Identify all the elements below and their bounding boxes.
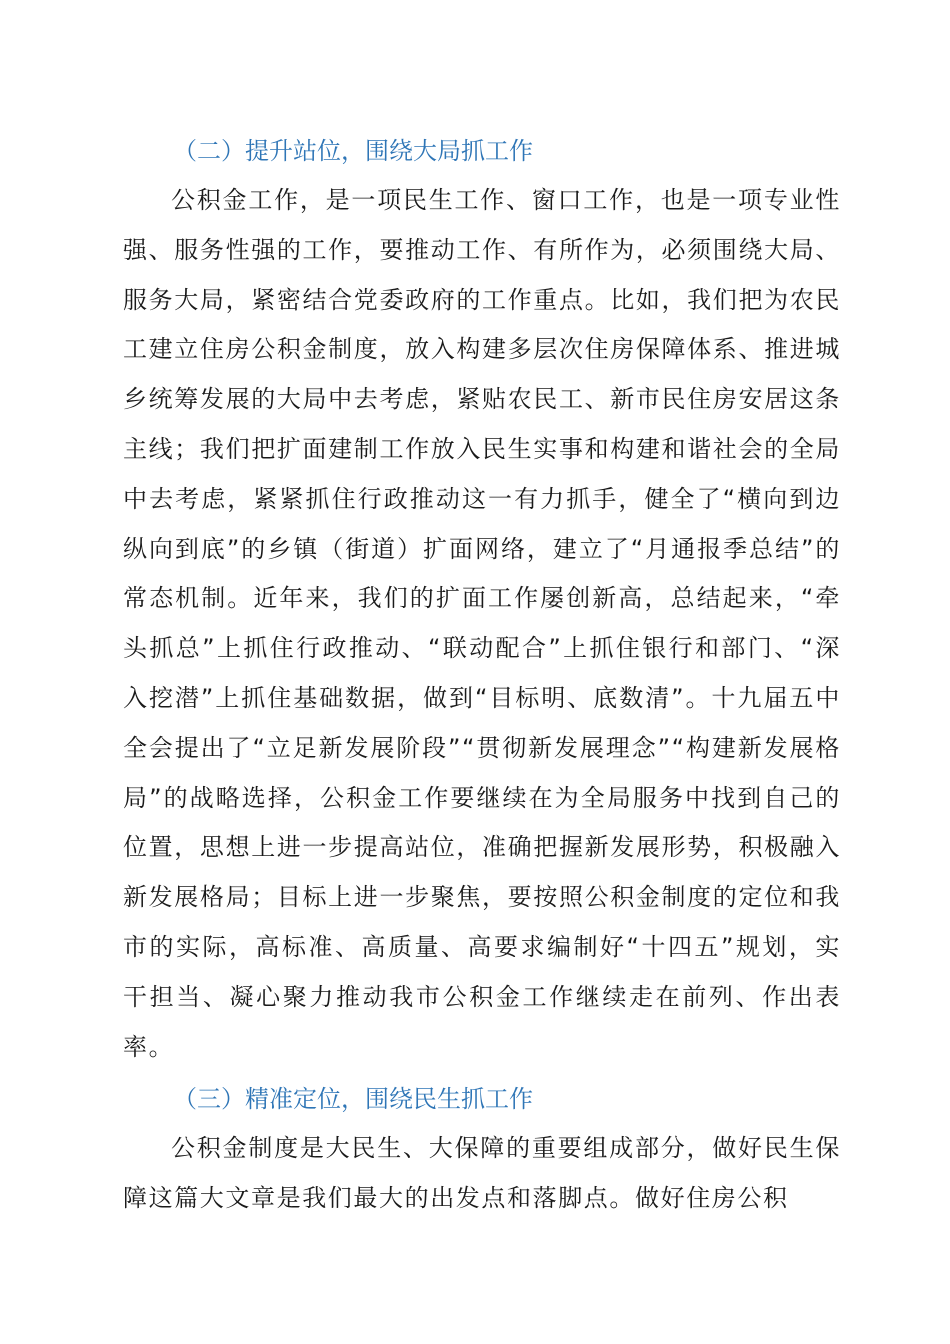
section-paragraph-2: 公积金工作，是一项民生工作、窗口工作，也是一项专业性强、服务性强的工作，要推动工作、有所作为，必须围绕大局、服务大局，紧密结合党委政府的工作重点。比如，我们把为农民工建立住房公积金制度，放入构建多层次住房保障体系、推进城乡统筹发展的大局中去考虑，紧贴农民工、新市民住房安居这条主线；我们把扩面建制工作放入民生实事和构建和谐社会的全局中去考虑，紧紧抓住行政推动这一有力抓手，健全了“横向到边纵向到底”的乡镇（街道）扩面网络，建立了“月通报季总结”的常态机制。近年来，我们的扩面工作屡创新高，总结起来，“牵头抓总”上抓住行政推动、“联动配合”上抓住银行和部门、“深入挖潜”上抓住基础数据，做到“目标明、底数清”。十九届五中全会提出了“立足新发展阶段”“贯彻新发展理念”“构建新发展格局”的战略选择，公积金工作要继续在为全局服务中找到自己的位置，思想上进一步提高站位，准确把握新发展形势，积极融入新发展格局；目标上进一步聚焦，要按照公积金制度的定位和我市的实际，高标准、高质量、高要求编制好“十四五”规划，实干担当、凝心聚力推动我市公积金工作继续走在前列、作出表率。 [123,186,841,1061]
document-body [123,126,841,1224]
section-heading-3: （三）精准定位，围绕民生抓工作 [173,1085,533,1114]
section-heading-2: （二）提升站位，围绕大局抓工作 [173,137,533,165]
section-paragraph-3: 公积金制度是大民生、大保障的重要组成部分，做好民生保障这篇大文章是我们最大的出发点和落脚点。做好住房公积 [123,1134,841,1213]
